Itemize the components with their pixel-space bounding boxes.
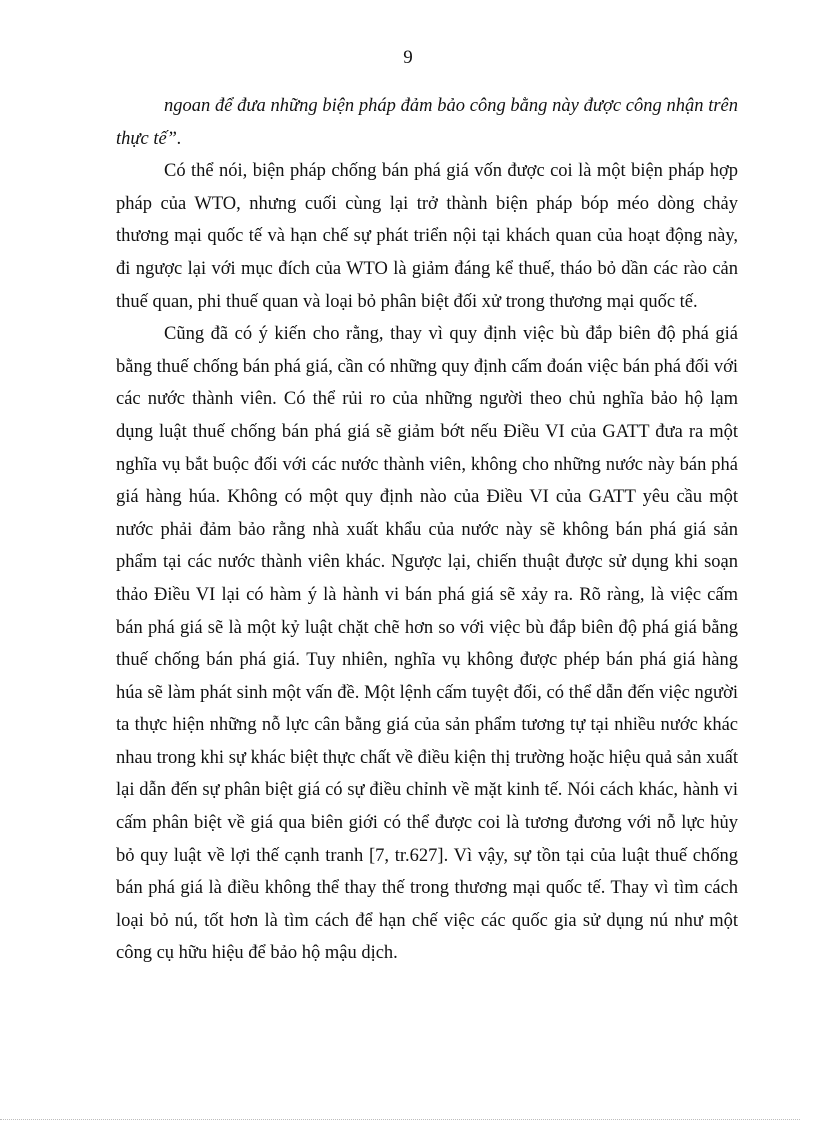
paragraph-antidumping-distortion: Có thể nói, biện pháp chống bán phá giá vốn được coi là một biện pháp hợp pháp của WTO, nhưng cuối cùng lại trở thành biện pháp bóp méo dòng chảy thương mại quốc tế và hạn chế sự phát triển nội tại khách quan của hoạt động này, đi ngược lại với mục đích của WTO là giảm đáng kể thuế, tháo bỏ dần các rào cản thuế quan, phi thuế quan và loại bỏ phân biệt đối xử trong thương mại quốc tế. bbox=[116, 161, 738, 312]
document-body bbox=[116, 90, 738, 970]
paragraph-dumping-prohibition: Cũng đã có ý kiến cho rằng, thay vì quy định việc bù đắp biên độ phá giá bằng thuế chống bán phá giá, cần có những quy định cấm đoán việc bán phá đối với các nước thành viên. Có thể rủi ro của những người theo chủ nghĩa bảo hộ lạm dụng luật thuế chống bán phá giá sẽ giảm bớt nếu Điều VI của GATT đưa ra một nghĩa vụ bắt buộc đối với các nước thành viên, không cho những nước này bán phá giá hàng húa. Không có một quy định nào của Điều VI của GATT yêu cầu một nước phải đảm bảo rằng nhà xuất khẩu của nước này sẽ không bán phá giá sản phẩm tại các nước thành viên khác. Ngược lại, chiến thuật được sử dụng khi soạn thảo Điều VI lại có hàm ý là hành vi bán phá giá sẽ xảy ra. Rõ ràng, là việc cấm bán phá giá sẽ là một kỷ luật chặt chẽ hơn so với việc bù đắp biên độ phá giá bằng thuế chống bán phá giá. Tuy nhiên, nghĩa vụ không được phép bán phá giá hàng húa sẽ làm phát sinh một vấn đề. Một lệnh cấm tuyệt đối, có thể dẫn đến việc người ta thực hiện những nỗ lực cân bằng giá của sản phẩm tương tự tại nhiều nước khác nhau trong khi sự khác biệt thực chất về điều kiện thị trường hoặc hiệu quả sản xuất lại dẫn đến sự phân biệt giá có sự điều chỉnh về mặt kinh tế. Nói cách khác, hành vi cấm phân biệt về giá qua biên giới có thể được coi là tương đương với nỗ lực hủy bỏ quy luật về lợi thế cạnh tranh [7, tr.627]. Vì vậy, sự tồn tại của luật thuế chống bán phá giá là điều không thể thay thế trong thương mại quốc tế. Thay vì tìm cách loại bỏ nú, tốt hơn là tìm cách để hạn chế việc các quốc gia sử dụng nú như một công cụ hữu hiệu để bảo hộ mậu dịch. bbox=[116, 324, 738, 964]
page-bottom-divider bbox=[0, 1119, 800, 1120]
paragraph-quote-continuation: ngoan để đưa những biện pháp đảm bảo công bằng này được công nhận trên thực tế”. bbox=[116, 96, 738, 149]
page-number: 9 bbox=[403, 47, 413, 68]
